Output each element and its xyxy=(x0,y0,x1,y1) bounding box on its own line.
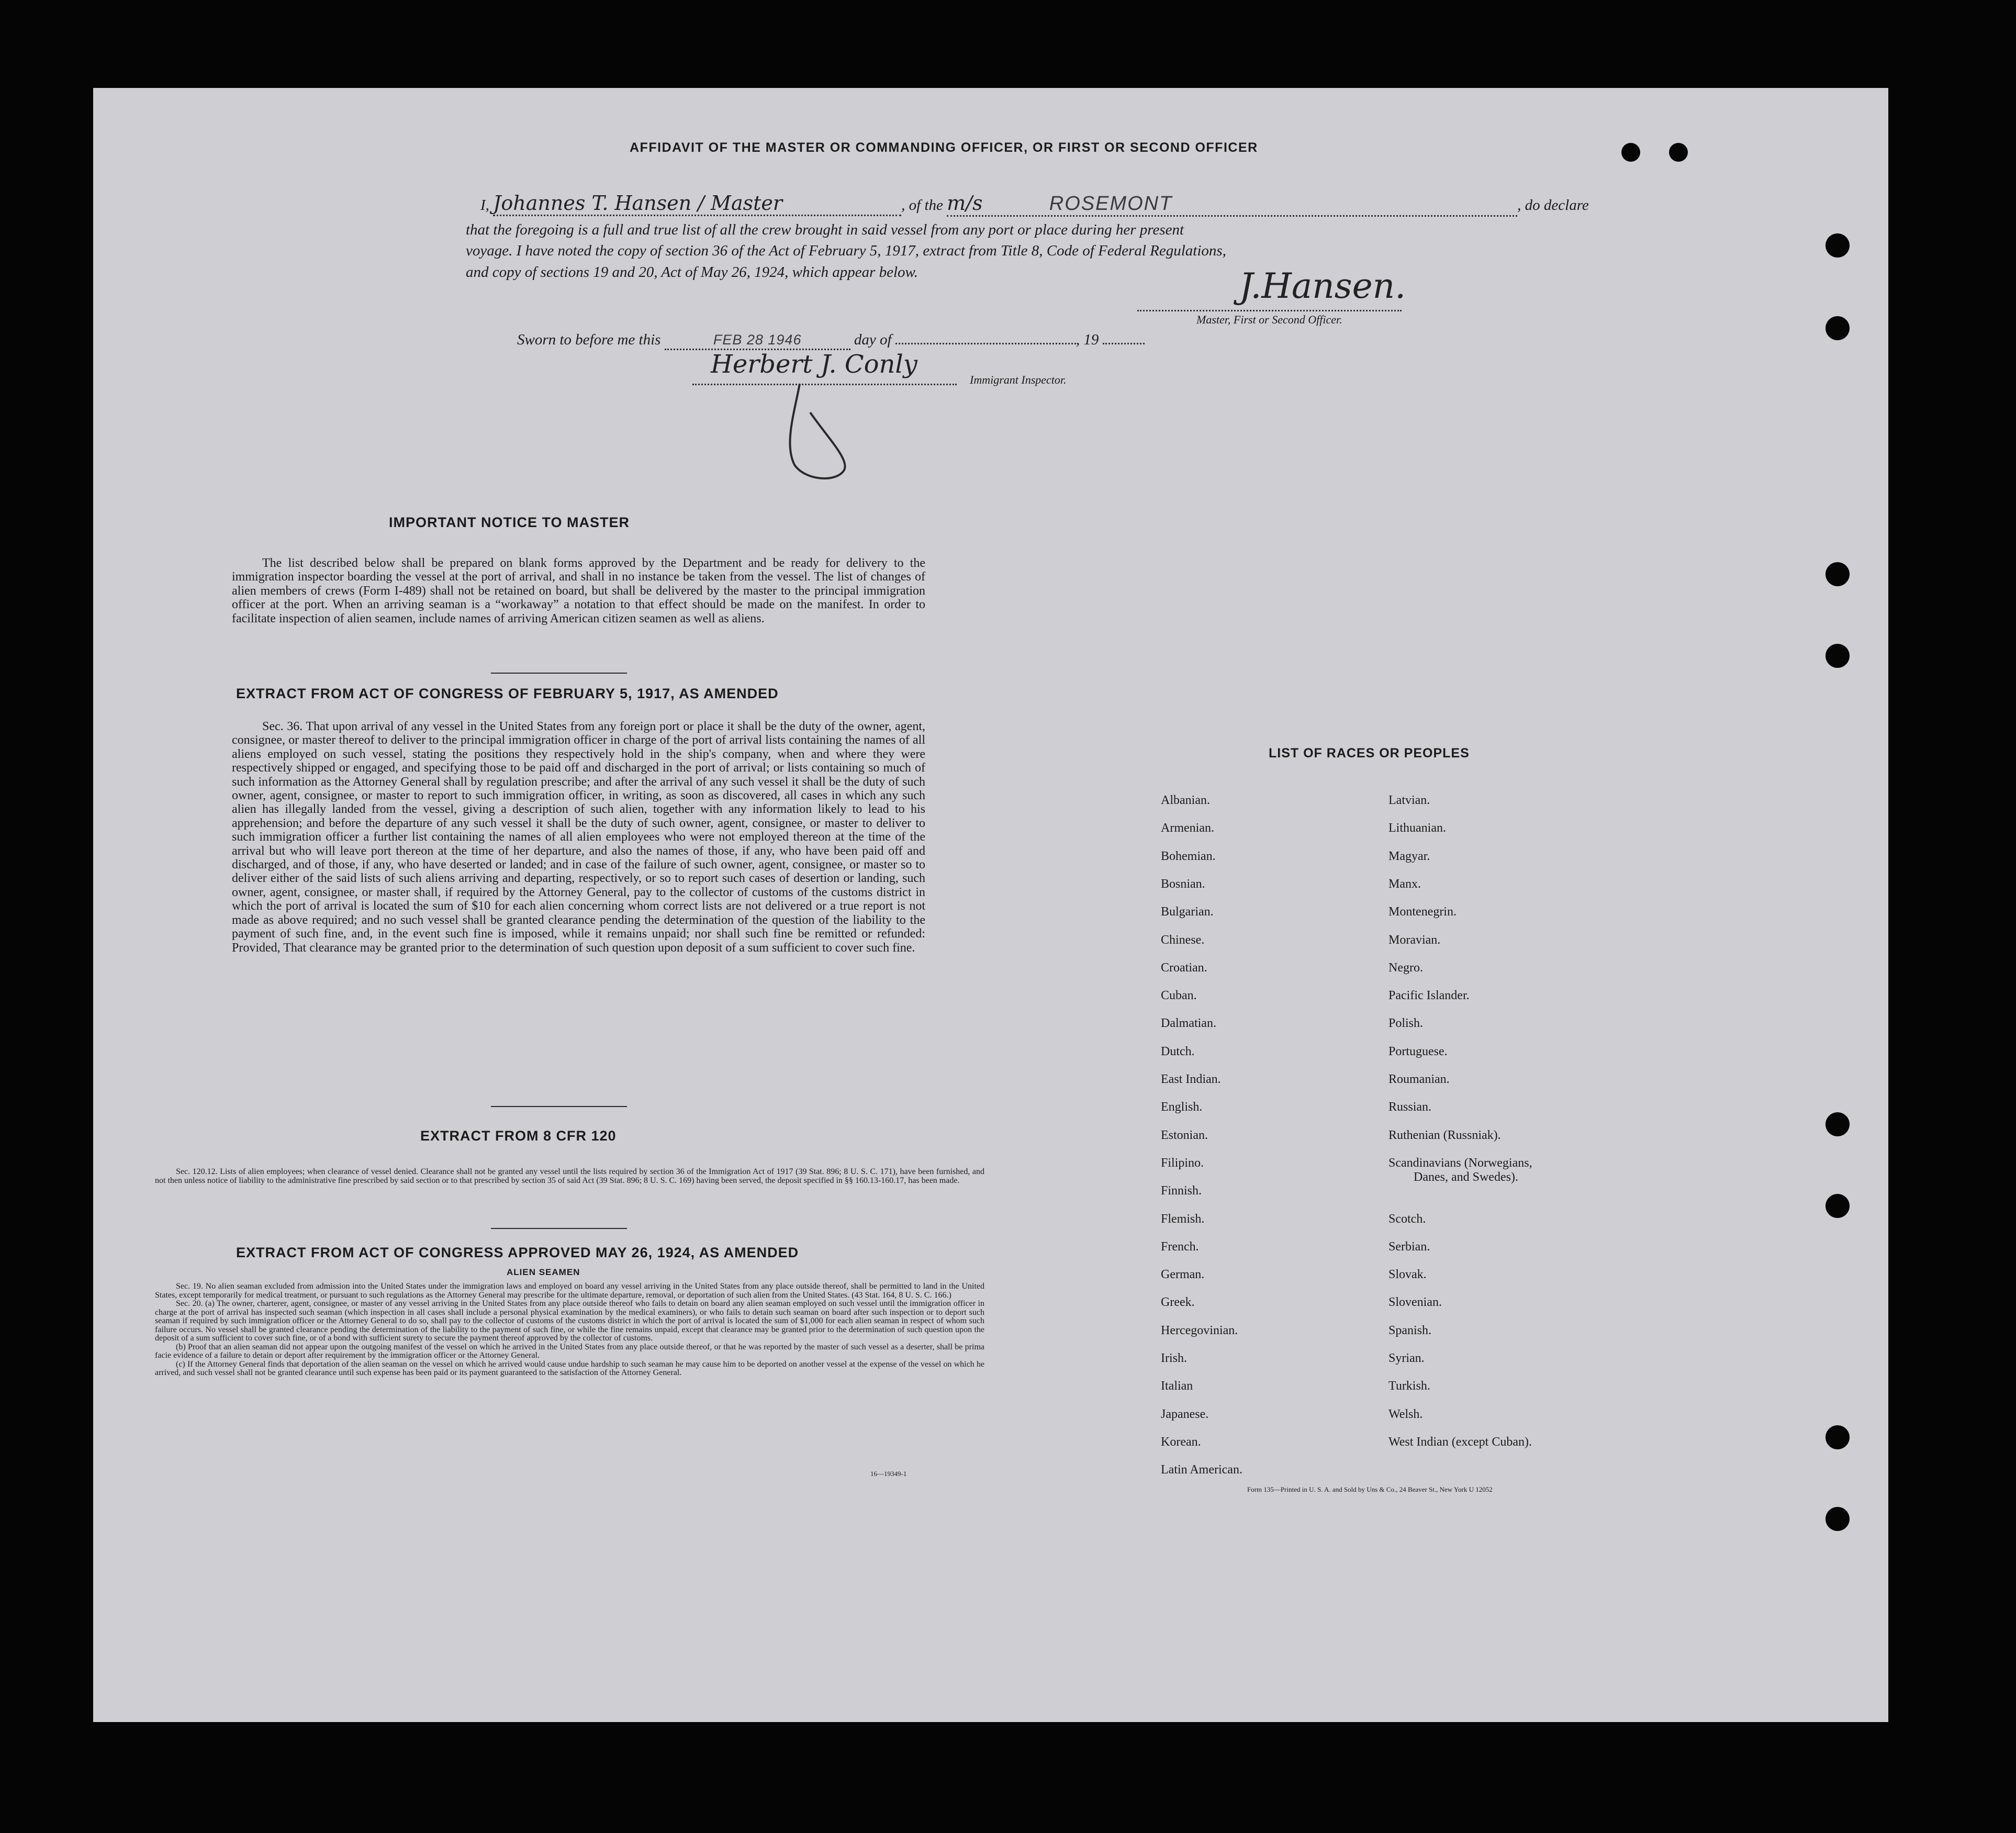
sworn-line xyxy=(517,331,1145,350)
race-item: Pacific Islander. xyxy=(1388,989,1470,1003)
race-item: Bosnian. xyxy=(1161,877,1205,891)
race-item: Syrian. xyxy=(1388,1351,1425,1365)
inspector-caption: Immigrant Inspector. xyxy=(970,373,1067,386)
affidavit-line-4: and copy of sections 19 and 20, Act of May 26, 1924, which appear below. xyxy=(466,264,918,281)
race-item: Slovak. xyxy=(1388,1268,1427,1282)
print-code: 16—19349-1 xyxy=(870,1470,907,1478)
punch-hole xyxy=(1621,143,1640,162)
section-divider xyxy=(491,1228,627,1229)
race-item: Scandinavians (Norwegians, xyxy=(1388,1156,1532,1170)
extract-1924-heading: EXTRACT FROM ACT OF CONGRESS APPROVED MAY 26, 1924, AS AMENDED xyxy=(236,1245,799,1260)
punch-hole xyxy=(1825,562,1850,586)
race-item: Magyar. xyxy=(1388,849,1430,863)
race-item: Albanian. xyxy=(1161,793,1210,807)
sworn-year-field xyxy=(1103,343,1145,344)
alien-seamen-subheading: ALIEN SEAMEN xyxy=(507,1267,580,1277)
notice-text: The list described below shall be prepared on blank forms approved by the Department and be ready for delivery to the immigration inspector boarding the vessel at the port of arrival, and shall in no instance be taken from the vessel. The list of changes of alien members of crews (Form I-489) shall not be retained on board, but shall be delivered by the master to the principal immigration officer at the port. When an arriving seaman is a “workaway” a notation to that effect should be made on the manifest. In order to facilitate inspection of alien seamen, include names of arriving American citizen seamen as well as aliens. xyxy=(232,556,925,625)
race-item: Polish. xyxy=(1388,1016,1424,1031)
race-item: Croatian. xyxy=(1161,960,1207,975)
race-item: Greek. xyxy=(1161,1295,1195,1310)
race-item: Lithuanian. xyxy=(1388,821,1446,835)
race-item: Ruthenian (Russniak). xyxy=(1388,1128,1501,1142)
race-item: Hercegovinian. xyxy=(1161,1323,1238,1337)
race-item: Latin American. xyxy=(1161,1463,1242,1477)
punch-hole xyxy=(1825,1194,1850,1218)
race-item: Estonian. xyxy=(1161,1128,1208,1142)
race-item: Irish. xyxy=(1161,1351,1187,1365)
affidavit-title: AFFIDAVIT OF THE MASTER OR COMMANDING OFFICER, OR FIRST OR SECOND OFFICER xyxy=(630,140,1258,155)
race-item: French. xyxy=(1161,1239,1199,1254)
race-item: Dutch. xyxy=(1161,1044,1195,1058)
affidavit-do-declare: , do declare xyxy=(1517,197,1589,214)
race-item: Roumanian. xyxy=(1388,1072,1450,1086)
vessel-field xyxy=(947,192,1517,217)
race-item: Portuguese. xyxy=(1388,1044,1448,1058)
punch-hole xyxy=(1825,1507,1850,1531)
race-item: Filipino. xyxy=(1161,1156,1204,1170)
declarant-handwriting: Johannes T. Hansen / Master xyxy=(493,192,783,215)
inspector-signature: Herbert J. Conly xyxy=(711,350,917,379)
punch-hole xyxy=(1825,1425,1850,1449)
race-item: Danes, and Swedes). xyxy=(1414,1170,1518,1184)
race-item: Italian xyxy=(1161,1379,1193,1393)
punch-hole xyxy=(1669,143,1688,162)
sworn-date-stamp: FEB 28 1946 xyxy=(713,332,802,348)
race-item: Russian. xyxy=(1388,1100,1432,1114)
race-item: West Indian (except Cuban). xyxy=(1388,1435,1532,1449)
race-item: Negro. xyxy=(1388,960,1423,975)
sworn-prefix: Sworn to before me this xyxy=(517,331,661,348)
notice-heading: IMPORTANT NOTICE TO MASTER xyxy=(389,515,630,530)
extract-1924-text xyxy=(155,1282,984,1378)
race-item: Finnish. xyxy=(1161,1184,1202,1198)
master-signature-line xyxy=(1137,310,1402,311)
race-item: Serbian. xyxy=(1388,1239,1430,1254)
punch-hole xyxy=(1825,644,1850,668)
punch-hole xyxy=(1825,316,1850,340)
section-divider xyxy=(491,673,627,674)
affidavit-of-the: , of the xyxy=(901,197,943,214)
race-item: Bohemian. xyxy=(1161,849,1216,863)
sec-20b-paragraph: (b) Proof that an alien seaman did not appear upon the outgoing manifest of the vessel on which he arrived in the United States from any place outside thereof, or that he was reported by the master of such vessel as a deserter, shall be prima facie evidence of a failure to detain or deport after requirement by the immigration officer or the Attorney General. xyxy=(155,1342,984,1360)
race-item: Armenian. xyxy=(1161,821,1214,835)
race-item: Manx. xyxy=(1388,877,1421,891)
affidavit-line-1 xyxy=(480,192,1589,217)
sworn-year: , 19 xyxy=(1076,331,1099,348)
section-divider xyxy=(491,1106,627,1107)
race-item: German. xyxy=(1161,1268,1205,1282)
vessel-type-handwriting: m/s xyxy=(947,192,983,215)
form-footer: Form 135—Printed in U. S. A. and Sold by Uns & Co., 24 Beaver St., New York U 12052 xyxy=(1247,1485,1493,1493)
punch-hole xyxy=(1825,233,1850,258)
race-item: Cuban. xyxy=(1161,989,1197,1003)
sworn-month-field xyxy=(895,343,1076,344)
punch-hole xyxy=(1825,1112,1850,1136)
races-heading: LIST OF RACES OR PEOPLES xyxy=(1269,746,1470,761)
extract-1917-text: Sec. 36. That upon arrival of any vessel in the United States from any foreign port or place it shall be the duty of the owner, agent, consignee, or master thereof to deliver to the principal immigration officer in charge of the port of arrival lists containing the names of all aliens employed on such vessel, stating the positions they respectively hold in the ship's company, when and where they were respectively shipped or engaged, and specifying those to be paid off and discharged in the port of arrival; or lists containing so much of such information as the Attorney General shall by regulation prescribe; and after the arrival of any such vessel it shall be the duty of such owner, agent, consignee, or master to report to such immigration officer, in writing, as soon as discovered, all cases in which any such alien has illegally landed from the vessel, giving a description of such alien, together with any information likely to lead to his apprehension; and before the departure of any such vessel it shall be the duty of such owner, agent, consignee, or master to deliver to such immigration officer a further list containing the names of all alien employees who were not employed thereon at the time of the arrival but who will leave port thereon at the time of her departure, and also the names of those, if any, who have been paid off and discharged, and of those, if any, who have deserted or landed; and in case of the failure of such owner, agent, consignee, or master so to deliver either of the said lists of such aliens arriving and departing, respectively, or so to report such cases of desertion or landing, such owner, agent, consignee, or master shall, if required by the Attorney General, pay to the collector of customs of the customs district in which the port of arrival is located the sum of $10 for each alien concerning whom correct lists are not delivered or a true report is not made as above required; and no such vessel shall be granted clearance pending the determination of the question of the liability to the payment of such fine, and, in the event such fine is imposed, while it remains unpaid; nor shall such fine be remitted or refunded: Provided, That clearance may be granted prior to the determination of such question upon deposit of a sum sufficient to cover such fine. xyxy=(232,720,925,955)
inspector-signature-flourish xyxy=(779,381,852,486)
cfr-paragraph: Sec. 120.12. Lists of alien employees; when clearance of vessel denied. Clearance shall not be granted any vessel until the lists required by section 36 of the Immigration Act of 1917 (39 Stat. 896; 8 U. S. C. 171), have been furnished, and not then unless notice of liability to the administrative fine prescribed by said section or to that prescribed by section 35 of said Act (39 Stat. 896; 8 U. S. C. 169) having been served, the deposit specified in §§ 160.13-160.17, has been made. xyxy=(155,1167,984,1185)
affidavit-line-2: that the foregoing is a full and true list of all the crew brought in said vessel from any port or place during her present xyxy=(466,221,1184,238)
document-page xyxy=(93,88,1888,1722)
race-item: Chinese. xyxy=(1161,933,1205,947)
race-item: Dalmatian. xyxy=(1161,1016,1216,1031)
sworn-day-of: day of xyxy=(854,331,892,348)
race-item: Moravian. xyxy=(1388,933,1441,947)
sec-19-paragraph: Sec. 19. No alien seaman excluded from admission into the United States under the immigration laws and employed on board any vessel arriving in the United States from any place outside thereof, shall be permitted to land in the United States, except temporarily for medical treatment, or pursuant to such regulations as the Attorney General may prescribe for the ultimate departure, removal, or deportation of such alien from the United States. (43 Stat. 164, 8 U. S. C. 166.) xyxy=(155,1282,984,1300)
declarant-field xyxy=(493,192,901,216)
race-item: Montenegrin. xyxy=(1388,905,1457,919)
vessel-name-stamp: ROSEMONT xyxy=(1049,193,1173,215)
race-item: Welsh. xyxy=(1388,1407,1423,1421)
sec-20a-paragraph: Sec. 20. (a) The owner, charterer, agent, consignee, or master of any vessel arriving in the United States from any place outside thereof who fails to detain on board any alien seaman employed on such vessel until the immigration officer in charge at the port of arrival has inspected such seaman (which inspection in all cases shall include a personal physical examination by the medical examiners), or who fails to detain such seaman on board after such inspection or to deport such seaman if required by such immigration officer or the Attorney General to do so, shall pay to the collector of customs of the customs district in which the port of arrival is located the sum of $1,000 for each alien seaman in respect of whom such failure occurs. No vessel shall be granted clearance pending the determination of the liability to the payment of such fine, or while the fine remains unpaid, except that clearance may be granted prior to the determination of such question upon the deposit of a sum sufficient to cover such fine, or of a bond with sufficient surety to secure the payment thereof approved by the collector of customs. xyxy=(155,1299,984,1343)
race-item: English. xyxy=(1161,1100,1203,1114)
cfr-heading: EXTRACT FROM 8 CFR 120 xyxy=(420,1128,617,1144)
race-item: Turkish. xyxy=(1388,1379,1430,1393)
race-item: Korean. xyxy=(1161,1435,1201,1449)
master-signature: J.Hansen. xyxy=(1239,266,1406,306)
cfr-text xyxy=(155,1168,984,1185)
affidavit-line-3: voyage. I have noted the copy of section 36 of the Act of February 5, 1917, extract from Title 8, Code of Federal Regulations, xyxy=(466,242,1226,259)
race-item: Slovenian. xyxy=(1388,1295,1442,1310)
affidavit-prefix: I, xyxy=(480,197,489,214)
sec-20c-paragraph: (c) If the Attorney General finds that deportation of the alien seaman on the vessel on which he arrived would cause undue hardship to such seaman he may cause him to be deported on another vessel at the expense of the vessel on which he arrived, and such vessel shall not be granted clearance until such expense has been paid or its payment guaranteed to the satisfaction of the Attorney General. xyxy=(155,1359,984,1377)
race-item: Spanish. xyxy=(1388,1323,1432,1337)
extract-1917-heading: EXTRACT FROM ACT OF CONGRESS OF FEBRUARY 5, 1917, AS AMENDED xyxy=(236,686,779,701)
race-item: Scotch. xyxy=(1388,1212,1426,1226)
race-item: Flemish. xyxy=(1161,1212,1205,1226)
sworn-day-field xyxy=(665,331,850,350)
master-caption: Master, First or Second Officer. xyxy=(1196,313,1342,326)
race-item: Japanese. xyxy=(1161,1407,1209,1421)
race-item: Bulgarian. xyxy=(1161,905,1214,919)
race-item: Latvian. xyxy=(1388,793,1430,807)
race-item: East Indian. xyxy=(1161,1072,1221,1086)
